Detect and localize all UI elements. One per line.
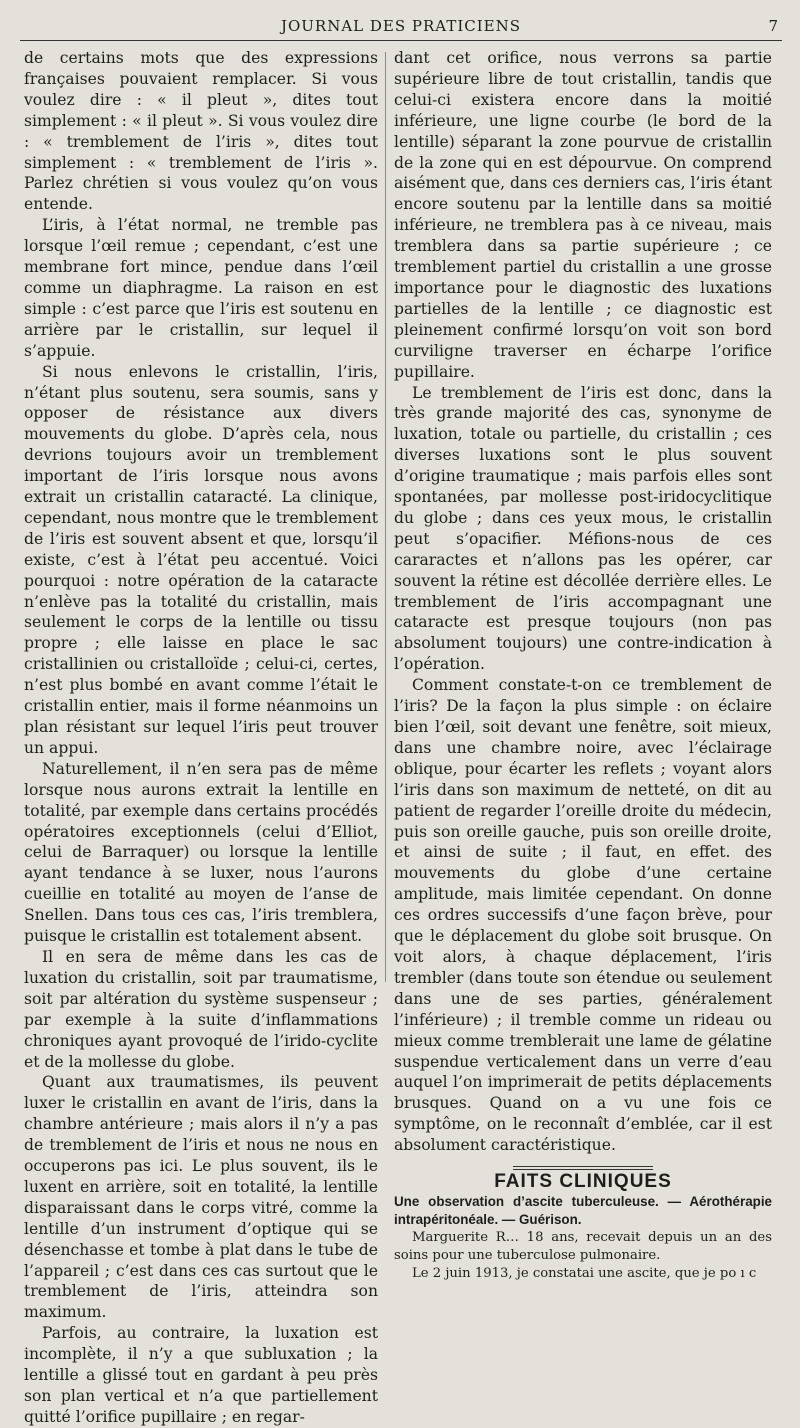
paragraph: Naturellement, il n’en sera pas de même lorsque nous aurons extrait la lentille en totalité, par exemple dans certains procédés opératoires exceptionnels (celui d’Elliot, celui de Barraquer) ou lorsque la lentille ayant tendance à se luxer, nous l’aurons cueillie en totalité au moyen de l’anse de Snellen. Dans tous ces cas, l’iris tremblera, puisque le cristallin est totalement absent. xyxy=(24,759,378,946)
right-column xyxy=(394,48,772,1283)
running-header xyxy=(20,14,782,41)
left-column xyxy=(24,48,378,1428)
paragraph: de certains mots que des expressions françaises pouvaient remplacer. Si vous voulez dire : « il pleut », dites tout simplement : « il pleut ». Si vous voulez dire : « tremblement de l’iris », dites tout simplement : « tremblement de l’iris ». Parlez chrétien si vous voulez qu’on vous entende. xyxy=(24,49,378,214)
section-title: FAITS CLINIQUES xyxy=(494,1171,672,1193)
paragraph: Parfois, au contraire, la luxation est incomplète, il n’y a que subluxation ; la lentille a glissé tout en gardant à peu près son plan vertical et n’a que partiellement quitté l’orifice pupillaire ; en regar- xyxy=(24,1324,378,1426)
column-divider xyxy=(385,52,386,982)
page-number: 7 xyxy=(768,17,778,35)
case-paragraph: Marguerite R… 18 ans, recevait depuis un an des soins pour une tuberculose pulmonaire. xyxy=(394,1229,772,1263)
paragraph: Il en sera de même dans les cas de luxation du cristallin, soit par traumatisme, soit par altération du système suspenseur ; par exemple à la suite d’inflammations chroniques ayant provoqué de l’irido-cyclite et de la mollesse du globe. xyxy=(24,947,378,1071)
paragraph: Si nous enlevons le cristallin, l’iris, n’étant plus soutenu, sera soumis, sans y opposer de résistance aux divers mouvements du globe. D’après cela, nous devrions toujours avoir un tremblement important de l’iris lorsque nous avons extrait un cristallin cataracté. La clinique, cependant, nous montre que le tremblement de l’iris est souvent absent et que, lorsqu’il existe, c’est à l’état peu accentué. Voici pourquoi : notre opération de la cataracte n’enlève pas la totalité du cristallin, mais seulement le corps de la lentille ou tissu propre ; elle laisse en place le sac cristallinien ou cristalloïde ; celui-ci, certes, n’est plus bombé en avant comme l’était le cristallin entier, mais il forme néanmoins un plan résistant sur lequel l’iris peut trouver un appui. xyxy=(24,362,378,757)
paragraph: Le tremblement de l’iris est donc, dans la très grande majorité des cas, synonyme de luxation, totale ou partielle, du cristallin ; ces diverses luxations sont le plus souvent d’origine traumatique ; mais parfois elles sont spontanées, par mollesse post-iridocyclitique du globe ; dans ces yeux mous, le cristallin peut s’opacifier. Méfions-nous de ces cararactes et n’allons pas les opérer, car souvent la rétine est décollée derrière elles. Le tremblement de l’iris accompagnant une cataracte est presque toujours (non pas absolument toujours) une contre-indication à l’opération. xyxy=(394,383,772,674)
paragraph: dant cet orifice, nous verrons sa partie supérieure libre de tout cristallin, tandis que celui-ci existera encore dans la moitié inférieure, une ligne courbe (le bord de la lentille) séparant la zone pourvue de cristallin de la zone qui en est dépourvue. On comprend aisément que, dans ces derniers cas, l’iris étant encore soutenu par la lentille dans sa moitié inférieure, ne tremblera pas à ce niveau, mais tremblera dans sa partie supérieure ; ce tremblement partiel du cristallin a une grosse importance pour le diagnostic des luxations partielles de la lentille ; ce diagnostic est pleinement confirmé lorsqu’on voit son bord curviligne traverser en écharpe l’orifice pupillaire. xyxy=(394,49,772,381)
paragraph: Comment constate-t-on ce tremblement de l’iris? De la façon la plus simple : on éclaire bien l’œil, soit devant une fenêtre, soit mieux, dans une chambre noire, avec l’éclairage oblique, pour écarter les reflets ; voyant alors l’iris dans son maximum de netteté, on dit au patient de regarder l’oreille droite du médecin, puis son oreille gauche, puis son oreille droite, et ainsi de suite ; il faut, en effet. des mouvements du globe d’une certaine amplitude, mais limitée cependant. On donne ces ordres successifs d’une façon brève, pour que le déplacement du globe soit brusque. On voit alors, à chaque déplacement, l’iris trembler (dans toute son étendue ou seulement dans une de ses parties, généralement l’inférieure) ; il tremble comme un rideau ou mieux comme tremblerait une lame de gélatine suspendue verticalement dans un verre d’eau auquel l’on imprimerait de petits déplacements brusques. Quand on a vu une fois ce symptôme, on le reconnaît d’emblée, car il est absolument caractéristique. xyxy=(394,676,772,1155)
paragraph: L’iris, à l’état normal, ne tremble pas lorsque l’œil remue ; cependant, c’est une membrane fort mince, pendue dans l’œil comme un diaphragme. La raison en est simple : c’est parce que l’iris est soutenu en arrière par le cristallin, sur lequel il s’appuie. xyxy=(24,216,378,360)
article-title: Une observation d’ascite tuberculeuse. — Aérothérapie intrapéritonéale. — Guérison. xyxy=(394,1193,772,1227)
case-paragraph: Le 2 juin 1913, je constatai une ascite, que je po ı c xyxy=(412,1265,757,1281)
section-rule xyxy=(513,1166,653,1170)
journal-title: JOURNAL DES PRATICIENS xyxy=(280,17,522,35)
paragraph: Quant aux traumatismes, ils peuvent luxer le cristallin en avant de l’iris, dans la chambre antérieure ; mais alors il n’y a pas de tremblement de l’iris et nous ne nous en occuperons pas ici. Le plus souvent, ils le luxent en arrière, soit en totalité, la lentille disparaissant dans le corps vitré, comme la lentille d’un instrument d’optique qui se désenchasse et tombe à plat dans le tube de l’appareil ; c’est dans ces cas surtout que le tremblement de l’iris, atteindra son maximum. xyxy=(24,1073,378,1322)
